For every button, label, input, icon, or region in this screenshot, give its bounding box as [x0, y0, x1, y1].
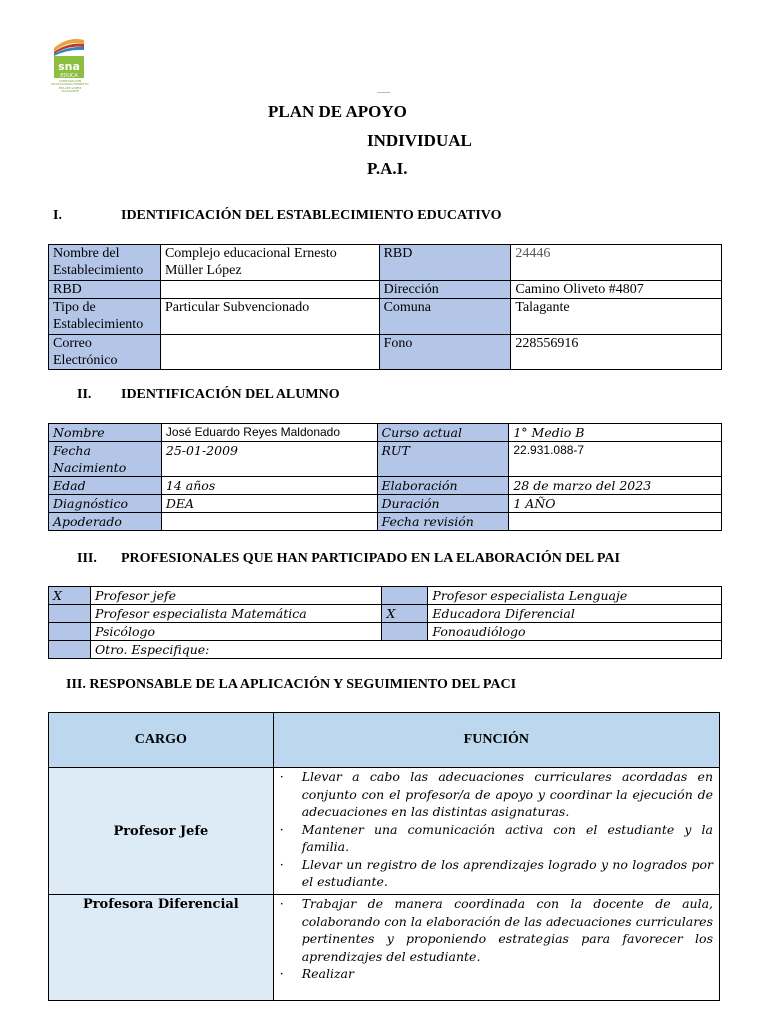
- rut-label: RUT: [377, 442, 509, 477]
- section-1-heading: IDENTIFICACIÓN DEL ESTABLECIMIENTO EDUCATIVO: [121, 208, 502, 223]
- birthdate-value: 25-01-2009: [161, 442, 377, 477]
- logo-sub: EDUCA: [60, 73, 78, 79]
- funcion-item: · Trabajar de manera coordinada con la docente de aula, colaborando con la elaboración de las adecuaciones curriculares pertinentes y proponiendo estrategias para favorecer los aprendizajes del estudiante.: [302, 895, 713, 965]
- diagnosis-value: DEA: [161, 495, 377, 513]
- cargo-cell: Profesora Diferencial: [49, 895, 274, 1001]
- other-specify: Otro. Especifique:: [90, 641, 721, 659]
- review-date-value: [509, 513, 722, 531]
- age-value: 14 años: [161, 477, 377, 495]
- age-label: Edad: [49, 477, 162, 495]
- guardian-value: [161, 513, 377, 531]
- type-label: Tipo de Establecimiento: [49, 299, 161, 335]
- funcion-item: · Mantener una comunicación activa con el estudiante y la familia.: [302, 821, 713, 856]
- mark-cell: [382, 623, 428, 641]
- funcion-item: · Llevar a cabo las adecuaciones curriculares acordadas en conjunto con el profesor/a de apoyo y coordinar la ejecución de adecuaciones en las distintas asignaturas.: [302, 768, 713, 821]
- duration-label: Duración: [377, 495, 509, 513]
- establishment-value: Complejo educacional Ernesto Müller López: [160, 245, 379, 281]
- header-mark: [377, 92, 390, 93]
- establishment-label: Nombre del Establecimiento: [49, 245, 161, 281]
- rut-value: 22.931.088-7: [509, 442, 722, 477]
- section-3-number: III.: [77, 551, 97, 566]
- section-3-heading: PROFESIONALES QUE HAN PARTICIPADO EN LA ELABORACIÓN DEL PAI: [121, 551, 620, 566]
- professional-item: Profesor especialista Matemática: [90, 605, 382, 623]
- mark-cell: X: [49, 587, 91, 605]
- funcion-header: FUNCIÓN: [273, 713, 719, 768]
- section-2-number: II.: [77, 387, 92, 402]
- duration-value: 1 AÑO: [509, 495, 722, 513]
- commune-label: Comuna: [379, 299, 511, 335]
- diagnosis-label: Diagnóstico: [49, 495, 162, 513]
- funcion-item: · Llevar un registro de los aprendizajes logrado y no logrados por el estudiante.: [302, 856, 713, 891]
- school-logo: [50, 34, 90, 92]
- rbd-value: 24446: [511, 245, 722, 281]
- rbd-label-2: RBD: [49, 281, 161, 299]
- professional-item: Profesor jefe: [90, 587, 382, 605]
- funcion-cell: [273, 895, 719, 1001]
- email-value: [160, 335, 379, 370]
- professionals-table: [48, 586, 722, 659]
- funcion-item: · Realizar: [302, 965, 713, 983]
- type-value: Particular Subvencionado: [160, 299, 379, 335]
- address-value: Camino Oliveto #4807: [511, 281, 722, 299]
- funcion-cell: [273, 768, 719, 895]
- mark-cell: X: [382, 605, 428, 623]
- cargo-cell: Profesor Jefe: [49, 768, 274, 895]
- phone-value: 228556916: [511, 335, 722, 370]
- section-2-heading: IDENTIFICACIÓN DEL ALUMNO: [121, 387, 340, 402]
- title-line-3: P.A.I.: [367, 159, 408, 178]
- address-label: Dirección: [379, 281, 511, 299]
- mark-cell: [49, 605, 91, 623]
- review-date-label: Fecha revisión: [377, 513, 509, 531]
- section-4-heading: III. RESPONSABLE DE LA APLICACIÓN Y SEGUIMIENTO DEL PACI: [66, 677, 517, 692]
- elaboration-value: 28 de marzo del 2023: [509, 477, 722, 495]
- logo-text: sna: [58, 60, 80, 73]
- establishment-table: [48, 244, 722, 370]
- phone-label: Fono: [379, 335, 511, 370]
- student-table: [48, 423, 722, 531]
- professional-item: Educadora Diferencial: [428, 605, 722, 623]
- mark-cell: [49, 623, 91, 641]
- birthdate-label: Fecha Nacimiento: [49, 442, 162, 477]
- cargo-header: CARGO: [49, 713, 274, 768]
- responsibility-table: [48, 712, 720, 1001]
- elaboration-label: Elaboración: [377, 477, 509, 495]
- rbd-label: RBD: [379, 245, 511, 281]
- mark-cell: [382, 587, 428, 605]
- guardian-label: Apoderado: [49, 513, 162, 531]
- rbd-value-2: [160, 281, 379, 299]
- professional-item: Fonoaudiólogo: [428, 623, 722, 641]
- mark-cell: [49, 641, 91, 659]
- section-1-number: I.: [53, 208, 62, 223]
- name-label: Nombre: [49, 424, 162, 442]
- course-value: 1° Medio B: [509, 424, 722, 442]
- course-label: Curso actual: [377, 424, 509, 442]
- professional-item: Profesor especialista Lenguaje: [428, 587, 722, 605]
- commune-value: Talagante: [511, 299, 722, 335]
- title-line-2: INDIVIDUAL: [367, 131, 472, 150]
- logo-tagline: CORPORACIÓN EDUCACIONAL ERNESTO MÜLLER LÓPEZ TALAGANTE: [51, 79, 89, 94]
- title-line-1: PLAN DE APOYO: [268, 102, 407, 121]
- professional-item: Psicólogo: [90, 623, 382, 641]
- name-value: José Eduardo Reyes Maldonado: [161, 424, 377, 442]
- email-label: Correo Electrónico: [49, 335, 161, 370]
